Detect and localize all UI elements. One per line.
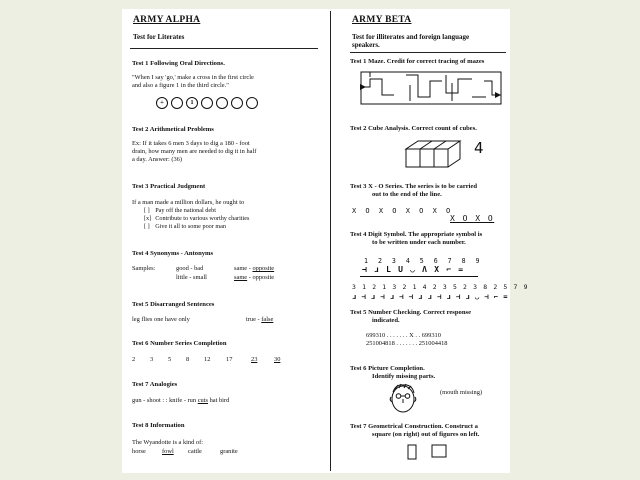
sample-1-answer bbox=[234, 265, 274, 273]
cube-answer: 4 bbox=[474, 139, 484, 157]
beta-t3-heading-2: out to the end of the line. bbox=[372, 191, 442, 198]
circle-row bbox=[156, 97, 258, 109]
digit-row: 3 1 2 1 3 2 1 4 2 3 5 2 3 8 2 5 7 9 bbox=[352, 283, 529, 291]
circle-7 bbox=[246, 97, 258, 109]
beta-t5-heading-2: indicated. bbox=[372, 317, 400, 324]
alpha-t8-heading: Test 8 Information bbox=[132, 422, 185, 429]
info-option-4: granite bbox=[220, 448, 238, 455]
number-4: 12 bbox=[204, 356, 211, 363]
answer-false: false bbox=[261, 316, 274, 323]
number-2: 5 bbox=[168, 356, 172, 363]
number-check-row-2: 251004818 . . . . . . . 251004418 bbox=[366, 340, 448, 347]
alpha-subtitle: Test for Literates bbox=[133, 33, 185, 41]
alpha-t3-line1: If a man made a million dollars, he ought to bbox=[132, 199, 245, 206]
alpha-t3-heading: Test 3 Practical Judgment bbox=[132, 183, 206, 190]
xo-answer: X O X O bbox=[450, 214, 495, 223]
sample-2-answer bbox=[234, 274, 274, 282]
sample-1-pair: good - bad bbox=[176, 265, 204, 272]
beta-rule bbox=[350, 52, 506, 53]
beta-title: ARMY BETA bbox=[352, 15, 412, 25]
info-option-2: fowl bbox=[162, 448, 174, 455]
circle-6 bbox=[231, 97, 243, 109]
alpha-t2-line3: a day. Answer: (36) bbox=[132, 156, 182, 163]
sample-2-option-b: - opposite bbox=[247, 274, 275, 281]
analogy-text-b: hat bird bbox=[207, 397, 230, 404]
number-3: 8 bbox=[186, 356, 190, 363]
beta-t6-heading-2: Identify missing parts. bbox=[372, 373, 436, 380]
alpha-rule bbox=[130, 48, 318, 49]
alpha-t2-line1: Ex: If it takes 6 men 3 days to dig a 180 - foot bbox=[132, 140, 250, 147]
alpha-t5-heading: Test 5 Disarranged Sentences bbox=[132, 301, 215, 308]
beta-t4-heading-2: to be written under each number. bbox=[372, 239, 466, 246]
alpha-t1-line1: "When I say 'go,' make a cross in the first circle bbox=[132, 74, 254, 81]
circle-4 bbox=[201, 97, 213, 109]
judgment-options bbox=[144, 207, 253, 230]
circle-2 bbox=[171, 97, 183, 109]
option-mark: [ ] bbox=[144, 207, 150, 214]
maze-drawing bbox=[360, 71, 502, 105]
sample-1-underlined: opposite bbox=[252, 265, 275, 272]
beta-t5-heading-1: Test 5 Number Checking. Correct response bbox=[350, 309, 472, 316]
beta-t2-heading: Test 2 Cube Analysis. Correct count of cubes. bbox=[350, 125, 477, 132]
analogy-answer: cuts bbox=[197, 397, 208, 404]
circle-5 bbox=[216, 97, 228, 109]
cube-drawing bbox=[404, 139, 464, 169]
face-drawing bbox=[388, 382, 418, 414]
beta-subtitle-2: speakers. bbox=[352, 41, 380, 49]
beta-t6-heading-1: Test 6 Picture Completion. bbox=[350, 365, 425, 372]
disarranged-answer bbox=[246, 316, 273, 324]
symbol-row: ɹ ⊣ ɹ ⊣ ɹ ⊣ ⊣ ɹ ɹ ⊣ ɹ ⊣ ɹ ◡ ⊣ ⌐ = bbox=[352, 292, 508, 301]
alpha-t7-heading: Test 7 Analogies bbox=[132, 381, 178, 388]
disarranged-sentence: leg flies one have only bbox=[132, 316, 190, 323]
option-text: Pay off the national debt bbox=[155, 207, 216, 214]
option-text: Contribute to various worthy charities bbox=[155, 214, 250, 222]
judgment-option bbox=[144, 215, 253, 223]
number-5: 17 bbox=[226, 356, 233, 363]
beta-t3-heading-1: Test 3 X - O Series. The series is to be carried bbox=[350, 183, 478, 190]
beta-t1-heading: Test 1 Maze. Credit for correct tracing of mazes bbox=[350, 58, 485, 65]
alpha-t2-line2: drain, how many men are needed to dig it in half bbox=[132, 148, 257, 155]
info-option-3: cattle bbox=[188, 448, 202, 455]
answer-true: true - bbox=[246, 316, 262, 323]
option-text: Give it all to some poor man bbox=[155, 222, 227, 230]
symbol-key: ⊣ ɹ L U ◡ Λ X ⌐ = bbox=[362, 265, 465, 274]
analogy-text-a: gun - shoot : : knife - run bbox=[132, 397, 198, 404]
judgment-option bbox=[144, 207, 253, 215]
sample-2-pair: little - small bbox=[176, 274, 207, 281]
analogy-line bbox=[132, 397, 229, 405]
missing-part-note: (mouth missing) bbox=[440, 389, 483, 396]
digit-key: 1 2 3 4 5 6 7 8 9 bbox=[364, 257, 483, 265]
number-answer-2: 30 bbox=[274, 356, 281, 363]
alpha-t2-heading: Test 2 Arithmetical Problems bbox=[132, 126, 214, 133]
number-1: 3 bbox=[150, 356, 154, 363]
judgment-option bbox=[144, 223, 253, 231]
alpha-t1-line2: and also a figure 1 in the third circle." bbox=[132, 82, 229, 89]
document-page bbox=[122, 9, 529, 473]
circle-1: + bbox=[156, 97, 168, 109]
number-answer-1: 23 bbox=[251, 356, 258, 363]
beta-t7-heading-2: square (on right) out of figures on left. bbox=[372, 431, 480, 438]
option-mark: [ ] bbox=[144, 222, 150, 230]
beta-subtitle-1: Test for illiterates and foreign language bbox=[352, 33, 470, 41]
alpha-t4-heading: Test 4 Synonyms - Antonyms bbox=[132, 250, 214, 257]
alpha-t1-heading: Test 1 Following Oral Directions. bbox=[132, 60, 225, 67]
info-option-1: horse bbox=[132, 448, 146, 455]
sample-1-option-a: same - bbox=[234, 265, 253, 272]
beta-t4-heading-1: Test 4 Digit Symbol. The appropriate symbol is bbox=[350, 231, 483, 238]
geometry-drawing bbox=[406, 441, 454, 461]
key-rule bbox=[360, 276, 478, 277]
beta-t7-heading-1: Test 7 Geometrical Construction. Construct a bbox=[350, 423, 478, 430]
option-mark: [x] bbox=[144, 214, 152, 222]
column-divider bbox=[330, 11, 331, 471]
circle-3: 1 bbox=[186, 97, 198, 109]
alpha-title: ARMY ALPHA bbox=[133, 15, 201, 25]
alpha-t6-heading: Test 6 Number Series Completion bbox=[132, 340, 227, 347]
number-0: 2 bbox=[132, 356, 136, 363]
xo-series: X O X O X O X O bbox=[352, 207, 453, 215]
sample-2-underlined: same bbox=[234, 274, 248, 281]
samples-label: Samples: bbox=[132, 265, 156, 272]
info-question: The Wyandotte is a kind of: bbox=[132, 439, 204, 446]
number-check-row-1: 699310 . . . . . . . X . . 699310 bbox=[366, 332, 441, 339]
